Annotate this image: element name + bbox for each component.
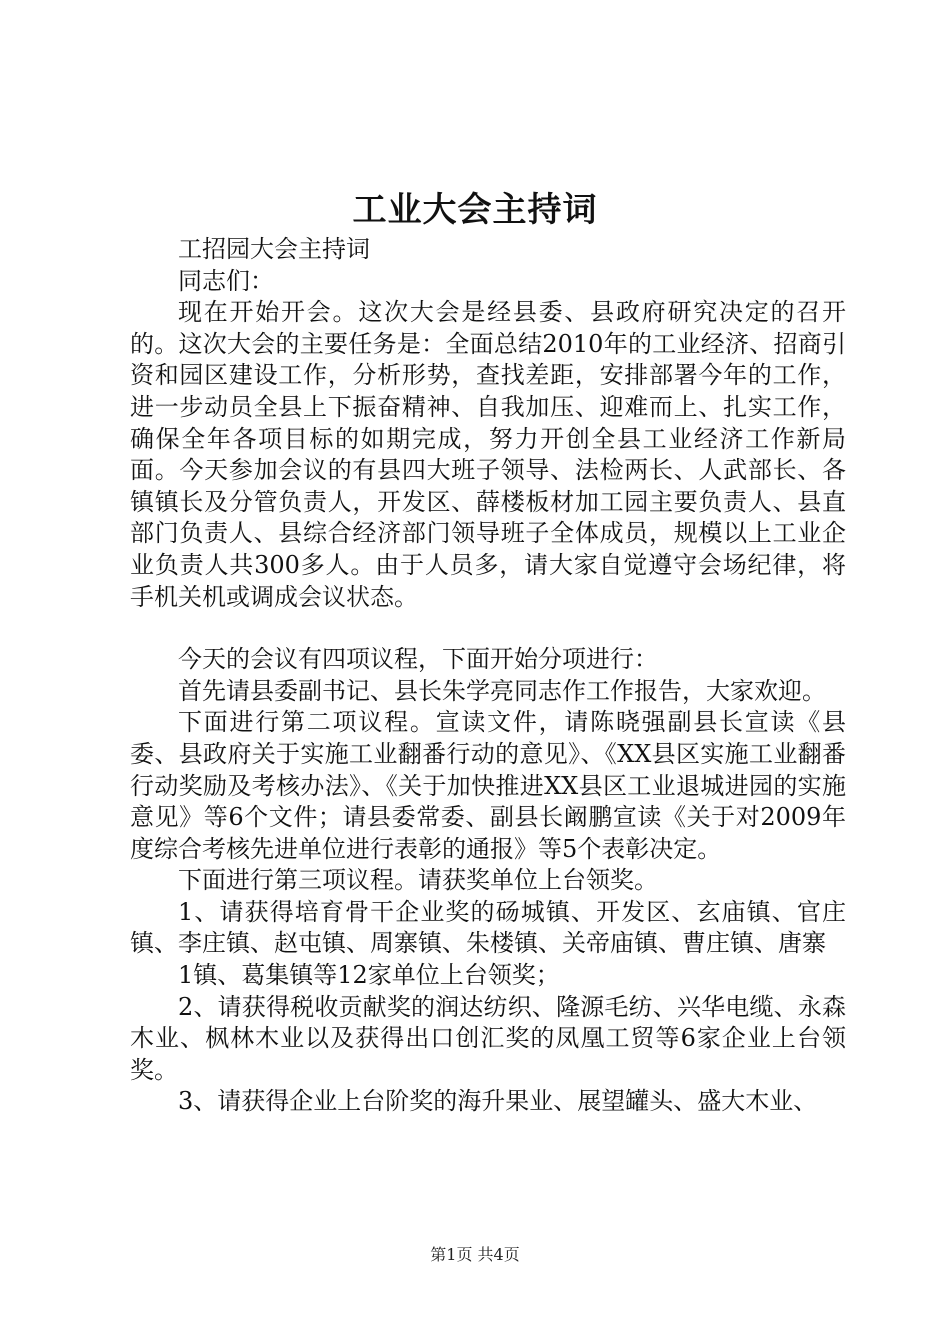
paragraph-opening: 现在开始开会。这次大会是经县委、县政府研究决定的召开的。这次大会的主要任务是：全面总结2010年的工业经济、招商引资和园区建设工作，分析形势，查找差距，安排部署今年的工作，进一步动员全县上下振奋精神、自我加压、迎难而上、扎实工作，确保全年各项目标的如期完成，努力开创全县工业经济工作新局面。今天参加会议的有县四大班子领导、法检两长、人武部长、各镇镇长及分管负责人，开发区、薛楼板材加工园主要负责人、县直部门负责人、县综合经济部门领导班子全体成员，规模以上工业企业负责人共300多人。由于人员多，请大家自觉遵守会场纪律，将手机关机或调成会议状态。 <box>130 298 846 611</box>
paragraph-award-2: 2、请获得税收贡献奖的润达纺织、隆源毛纺、兴华电缆、永森木业、枫林木业以及获得出口创汇奖的凤凰工贸等6家企业上台领奖。 <box>130 992 846 1084</box>
paragraph-award-3: 3、请获得企业上台阶奖的海升果业、展望罐头、盛大木业、 <box>178 1087 818 1116</box>
paragraph-subtitle: 工招园大会主持词 <box>178 235 370 263</box>
document-body <box>130 234 846 1118</box>
document-title: 工业大会主持词 <box>352 190 598 230</box>
paragraph-award-1: 1、请获得培育骨干企业奖的砀城镇、开发区、玄庙镇、官庄镇、李庄镇、赵屯镇、周寨镇、朱楼镇、关帝庙镇、曹庄镇、唐寨 <box>130 897 846 958</box>
paragraph-salutation: 同志们： <box>178 266 274 295</box>
page-footer: 第1页 共4页 <box>430 1245 520 1264</box>
paragraph-item-one: 首先请县委副书记、县长朱学亮同志作工作报告，大家欢迎。 <box>178 676 826 705</box>
paragraph-award-1-cont: 1镇、葛集镇等12家单位上台领奖； <box>178 961 560 990</box>
paragraph-item-two: 下面进行第二项议程。宣读文件，请陈晓强副县长宣读《县委、县政府关于实施工业翻番行动的意见》、《XX县区实施工业翻番行动奖励及考核办法》、《关于加快推进XX县区工业退城进园的实施意见》等6个文件；请县委常委、副县长阚鹏宣读《关于对2009年度综合考核先进单位进行表彰的通报》等5个表彰决定。 <box>130 708 846 863</box>
paragraph-item-three: 下面进行第三项议程。请获奖单位上台领奖。 <box>178 866 658 895</box>
paragraph-agenda: 今天的会议有四项议程，下面开始分项进行： <box>178 645 658 674</box>
